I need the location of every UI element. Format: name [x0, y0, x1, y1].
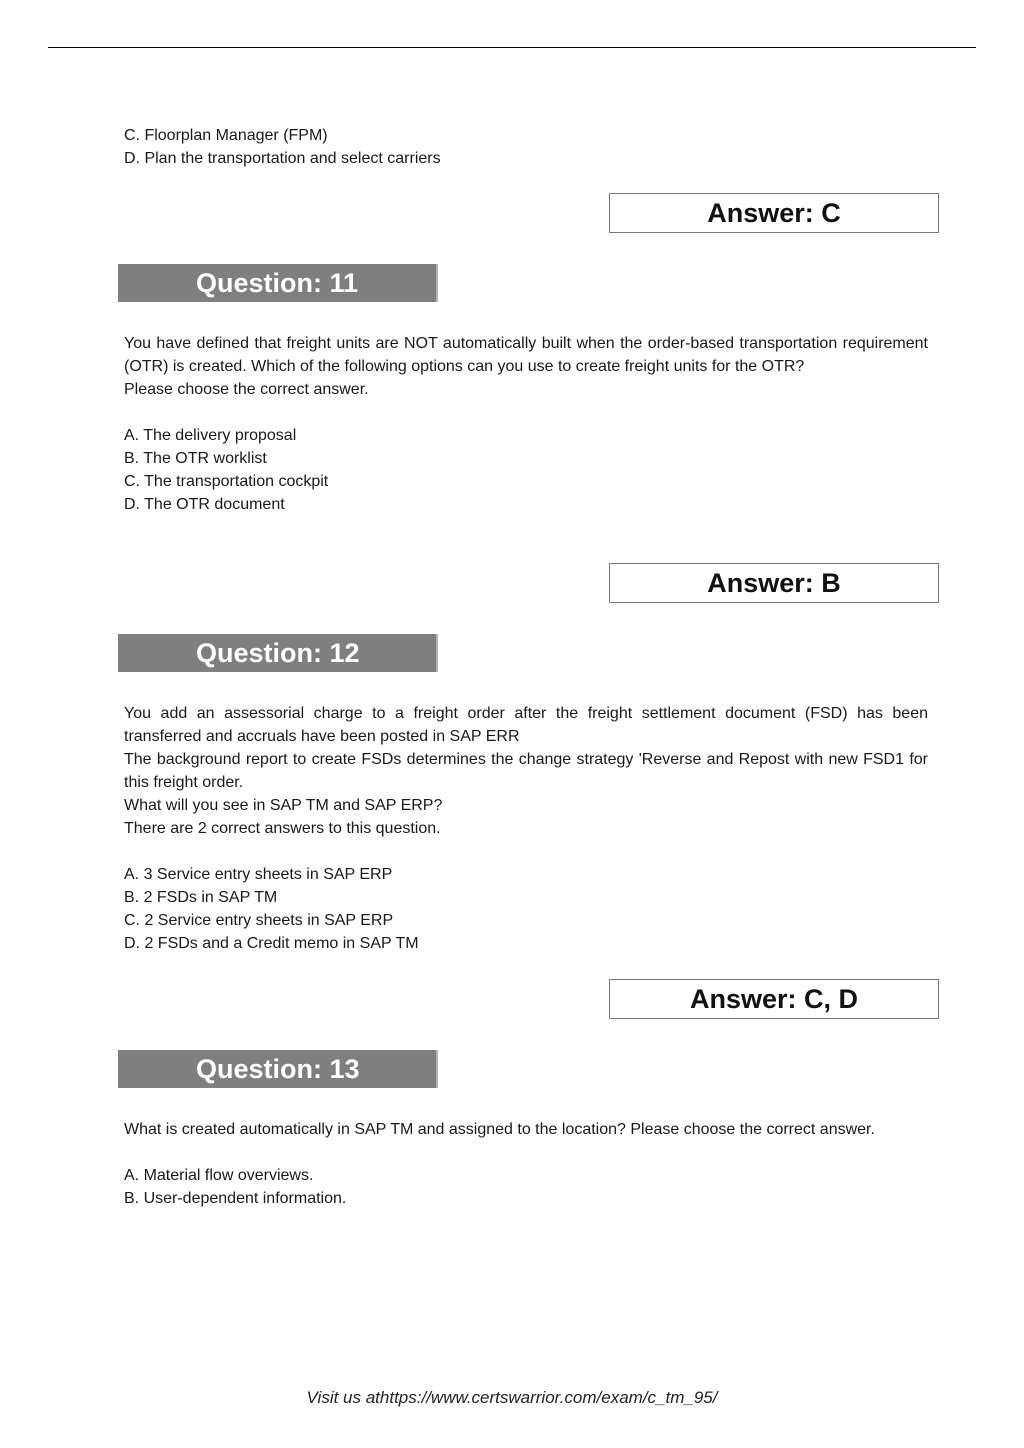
option-b: B. The OTR worklist: [124, 450, 267, 467]
option-a: A. Material flow overviews.: [124, 1167, 314, 1184]
footer-link[interactable]: Visit us athttps://www.certswarrior.com/exam/c_tm_95/: [306, 1388, 718, 1407]
option-c: C. The transportation cockpit: [124, 473, 329, 490]
question-text: You have defined that freight units are NOT automatically built when the order-based transportation requirement (OTR) is created. Which of the following options can you use to create freight units for the OTR?: [124, 335, 928, 375]
question-12-heading: Question: 12: [118, 634, 438, 672]
option-b: B. 2 FSDs in SAP TM: [124, 889, 278, 906]
question-13-body: [124, 1118, 928, 1210]
question-instruction: Please choose the correct answer.: [124, 381, 369, 398]
question-text: You add an assessorial charge to a freight order after the freight settlement document (FSD) has been transferred and accruals have been posted in SAP ERR: [124, 705, 928, 745]
option-d: D. The OTR document: [124, 496, 285, 513]
option-d: D. 2 FSDs and a Credit memo in SAP TM: [124, 935, 419, 952]
answer-box-previous: Answer: C: [609, 193, 939, 233]
question-11-body: [124, 332, 928, 516]
option-c: C. 2 Service entry sheets in SAP ERP: [124, 912, 394, 929]
question-11-heading: Question: 11: [118, 264, 438, 302]
question-12-body: [124, 702, 928, 955]
previous-question-options: [124, 124, 928, 170]
option-a: A. The delivery proposal: [124, 427, 297, 444]
header-rule: [48, 47, 976, 48]
option: C. Floorplan Manager (FPM): [124, 127, 328, 144]
option-b: B. User-dependent information.: [124, 1190, 347, 1207]
option-a: A. 3 Service entry sheets in SAP ERP: [124, 866, 393, 883]
question-text: What will you see in SAP TM and SAP ERP?: [124, 797, 443, 814]
answer-box-question-11: Answer: B: [609, 563, 939, 603]
question-text: The background report to create FSDs determines the change strategy 'Reverse and Repost with new FSD1 for this freight order.: [124, 751, 928, 791]
answer-box-question-12: Answer: C, D: [609, 979, 939, 1019]
question-text: What is created automatically in SAP TM and assigned to the location? Please choose the correct answer.: [124, 1121, 875, 1138]
option: D. Plan the transportation and select carriers: [124, 150, 441, 167]
question-13-heading: Question: 13: [118, 1050, 438, 1088]
question-instruction: There are 2 correct answers to this question.: [124, 820, 441, 837]
